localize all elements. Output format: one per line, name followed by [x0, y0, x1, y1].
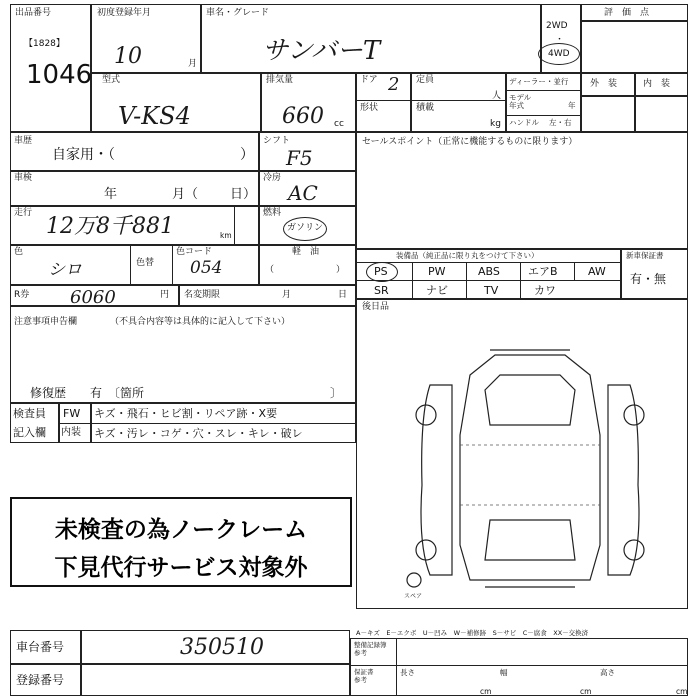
- equip-aw: AW: [588, 265, 606, 278]
- load-label: 積載: [416, 103, 435, 113]
- damage-legend: A－キズ E－エクボ U－凹み W－補修跡 S－サビ C－腐食 XX－交換済: [356, 629, 589, 637]
- equip-leather: カワ: [534, 284, 556, 297]
- inspector-label-1: 検査員: [13, 407, 46, 420]
- recycle-unit: 円: [160, 290, 170, 300]
- fuel-gasoline: ガソリン: [287, 223, 324, 233]
- interior-label: 内 装: [643, 79, 671, 89]
- fuel-paren-open: （: [265, 265, 275, 275]
- car-name-value: サンバーT: [262, 36, 381, 66]
- no-claim-notice: [10, 497, 352, 587]
- spare-label: スペア: [404, 593, 423, 600]
- lot-number: 1046: [26, 60, 93, 90]
- equip-navi: ナビ: [426, 284, 448, 297]
- height-label: 高さ: [600, 668, 615, 677]
- handle-value: 左・右: [549, 118, 572, 127]
- door-label: ドア: [360, 75, 378, 85]
- equip-airbag: エアB: [528, 265, 558, 278]
- shift-label: シフト: [263, 136, 291, 146]
- color-code-label: 色コード: [176, 247, 213, 257]
- header-frame: [10, 4, 688, 132]
- fuel-label: 燃料: [263, 208, 282, 218]
- reg-label: 登録番号: [16, 673, 65, 687]
- first-reg-value: 10: [114, 44, 142, 69]
- eval-label: 評 価 点: [604, 8, 650, 18]
- notice-line-1: 未検査の為ノークレーム: [54, 517, 308, 543]
- inspection-label: 車検: [14, 173, 33, 183]
- inspection-day: 日）: [230, 187, 257, 202]
- sales-point-label: セールスポイント（正常に機能するものに限ります）: [362, 137, 578, 147]
- maintenance-record-label: 整備記録簿 参考: [354, 641, 387, 657]
- handle-label: ハンドル: [509, 118, 539, 127]
- person-unit: 人: [492, 91, 502, 101]
- exterior-label: 外 装: [590, 79, 618, 89]
- year-unit: 年: [568, 101, 576, 110]
- color-change-label: 色替: [136, 258, 155, 268]
- fuel-gasoline-circle: [283, 217, 327, 241]
- equip-ps: PS: [374, 265, 388, 278]
- displacement-label: 排気量: [266, 75, 294, 85]
- width-label: 幅: [500, 668, 508, 677]
- chassis-label: 車台番号: [16, 640, 65, 654]
- equip-tv: TV: [484, 284, 499, 297]
- month-label: 月: [188, 59, 198, 69]
- color-code-value: 054: [190, 258, 223, 278]
- model-year-label: モデル 年式: [509, 93, 532, 111]
- equip-ps-circle: [366, 262, 398, 282]
- displacement-unit: cc: [334, 119, 344, 129]
- chassis-value: 350510: [180, 635, 264, 660]
- docs-box: [350, 638, 688, 696]
- cm-unit-2: cm: [580, 687, 592, 696]
- equip-abs: ABS: [478, 265, 500, 278]
- fuel-diesel: 軽 油: [292, 247, 320, 257]
- equipment-label: 装備品（純正品に限り丸をつけて下さい）: [396, 251, 539, 260]
- dealer-label: ディーラー・並行: [509, 77, 569, 86]
- interior-items: キズ・汚レ・コゲ・穴・スレ・キレ・破レ: [94, 427, 303, 440]
- equip-pw: PW: [428, 265, 446, 278]
- interior-check-label: 内装: [61, 427, 81, 438]
- lot-label: 出品番号: [15, 8, 52, 18]
- cm-unit-3: cm: [676, 687, 688, 696]
- mileage-unit: km: [220, 231, 232, 240]
- repair-history: 修復歴 有 〔箇所: [30, 386, 145, 400]
- warranty-value: 有・無: [630, 272, 667, 286]
- sales-box: [356, 132, 688, 249]
- notice-line-2: 下見代行サービス対象外: [54, 555, 308, 581]
- mileage-value: 12万8千881: [46, 214, 174, 239]
- door-value: 2: [388, 74, 400, 95]
- drive-2wd: 2WD: [546, 21, 568, 31]
- mileage-label: 走行: [14, 208, 33, 218]
- shift-value: F5: [286, 146, 313, 170]
- color-label: 色: [14, 247, 24, 257]
- first-reg-label: 初度登録年月: [97, 8, 152, 18]
- inspector-label-2: 記入欄: [13, 426, 46, 439]
- history-value: 自家用・（: [52, 147, 115, 163]
- notes-label: 注意事項申告欄: [14, 317, 78, 327]
- kg-unit: kg: [490, 119, 501, 129]
- displacement-value: 660: [282, 104, 324, 129]
- cm-unit-1: cm: [480, 687, 492, 696]
- new-car-warranty-label: 新車保証書: [626, 251, 664, 260]
- inspection-year: 年: [104, 187, 118, 202]
- rear-seat-label: 後日品: [362, 302, 390, 312]
- model-value: V-KS4: [118, 102, 191, 130]
- history-label: 車歴: [14, 136, 33, 146]
- shape-label: 形状: [360, 103, 379, 113]
- drive-4wd: 4WD: [548, 49, 570, 59]
- color-value: シロ: [48, 260, 82, 280]
- fw-label: FW: [63, 407, 81, 420]
- name-change-month: 月: [282, 290, 292, 300]
- model-label: 型式: [102, 75, 121, 85]
- ac-label: 冷房: [263, 173, 282, 183]
- notes-hint: （不具合内容等は具体的に記入して下さい）: [110, 317, 291, 327]
- ac-value: AC: [288, 181, 318, 205]
- inspection-month: 月（: [172, 187, 199, 202]
- recycle-label: R券: [14, 290, 30, 300]
- fw-items: キズ・飛石・ヒビ割・リペア跡・X要: [94, 407, 278, 420]
- name-change-label: 名変期限: [184, 290, 221, 300]
- fuel-paren-close: ）: [336, 265, 346, 275]
- capacity-label: 定員: [416, 75, 435, 85]
- drive-sep: ・: [555, 35, 565, 45]
- length-label: 長さ: [400, 668, 415, 677]
- lot-tag: 【1828】: [24, 39, 65, 49]
- drive-4wd-circle: [538, 43, 580, 65]
- equip-sr: SR: [374, 284, 389, 297]
- repair-close: 〕: [330, 386, 343, 400]
- car-damage-diagram: [400, 345, 660, 610]
- car-name-label: 車名・グレード: [206, 8, 270, 18]
- recycle-value: 6060: [70, 287, 116, 308]
- guarantee-label: 保証書 参考: [354, 668, 374, 684]
- name-change-day: 日: [338, 290, 348, 300]
- history-close: ）: [240, 147, 254, 163]
